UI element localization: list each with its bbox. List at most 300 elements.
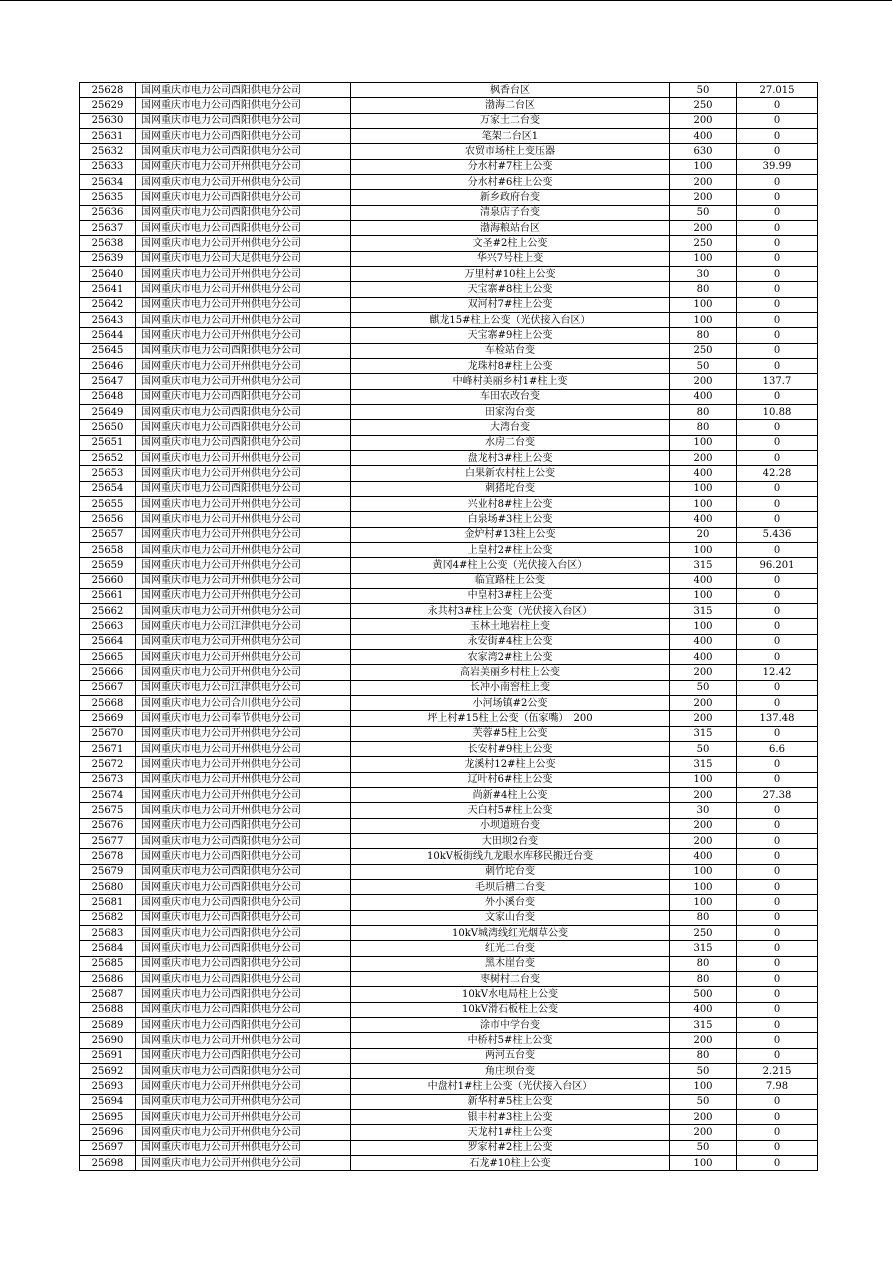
capacity-cell: 400 bbox=[670, 128, 737, 143]
capacity-cell: 200 bbox=[670, 374, 737, 389]
company-cell: 国网重庆市电力公司合川供电分公司 bbox=[136, 696, 351, 711]
table-row bbox=[80, 297, 818, 312]
row-id-cell: 25669 bbox=[80, 711, 136, 726]
company-cell: 国网重庆市电力公司开州供电分公司 bbox=[136, 1079, 351, 1094]
row-id-cell: 25680 bbox=[80, 880, 136, 895]
table-row bbox=[80, 558, 818, 573]
capacity-cell: 200 bbox=[670, 1109, 737, 1124]
company-cell: 国网重庆市电力公司酉阳供电分公司 bbox=[136, 910, 351, 925]
capacity-cell: 100 bbox=[670, 496, 737, 511]
row-id-cell: 25664 bbox=[80, 634, 136, 649]
table-row bbox=[80, 604, 818, 619]
station-cell: 两河五台变 bbox=[351, 1048, 670, 1063]
station-cell: 坪上村#15柱上公变（伍家嘴） 200 bbox=[351, 711, 670, 726]
company-cell: 国网重庆市电力公司酉阳供电分公司 bbox=[136, 818, 351, 833]
station-cell: 中盘村1#柱上公变（光伏接入台区） bbox=[351, 1079, 670, 1094]
table-row bbox=[80, 972, 818, 987]
station-cell: 笔架二台区1 bbox=[351, 128, 670, 143]
row-id-cell: 25678 bbox=[80, 849, 136, 864]
row-id-cell: 25640 bbox=[80, 266, 136, 281]
station-cell: 黑木崖台变 bbox=[351, 956, 670, 971]
row-id-cell: 25679 bbox=[80, 864, 136, 879]
company-cell: 国网重庆市电力公司开州供电分公司 bbox=[136, 803, 351, 818]
capacity-cell: 80 bbox=[670, 328, 737, 343]
value-cell: 0 bbox=[737, 496, 818, 511]
row-id-cell: 25698 bbox=[80, 1155, 136, 1170]
capacity-cell: 50 bbox=[670, 1140, 737, 1155]
value-cell: 0 bbox=[737, 266, 818, 281]
company-cell: 国网重庆市电力公司大足供电分公司 bbox=[136, 251, 351, 266]
capacity-cell: 315 bbox=[670, 757, 737, 772]
capacity-cell: 100 bbox=[670, 619, 737, 634]
row-id-cell: 25655 bbox=[80, 496, 136, 511]
table-row bbox=[80, 803, 818, 818]
station-cell: 水房二台变 bbox=[351, 435, 670, 450]
capacity-cell: 400 bbox=[670, 573, 737, 588]
capacity-cell: 80 bbox=[670, 910, 737, 925]
row-id-cell: 25645 bbox=[80, 343, 136, 358]
value-cell: 0 bbox=[737, 1002, 818, 1017]
station-cell: 大田坝2台变 bbox=[351, 834, 670, 849]
table-row bbox=[80, 1125, 818, 1140]
company-cell: 国网重庆市电力公司酉阳供电分公司 bbox=[136, 834, 351, 849]
company-cell: 国网重庆市电力公司开州供电分公司 bbox=[136, 573, 351, 588]
row-id-cell: 25652 bbox=[80, 450, 136, 465]
table-row bbox=[80, 895, 818, 910]
station-cell: 麒龙15#柱上公变（光伏接入台区） bbox=[351, 312, 670, 327]
company-cell: 国网重庆市电力公司开州供电分公司 bbox=[136, 174, 351, 189]
row-id-cell: 25665 bbox=[80, 650, 136, 665]
row-id-cell: 25695 bbox=[80, 1109, 136, 1124]
value-cell: 0 bbox=[737, 1018, 818, 1033]
row-id-cell: 25650 bbox=[80, 420, 136, 435]
company-cell: 国网重庆市电力公司开州供电分公司 bbox=[136, 374, 351, 389]
top-rule bbox=[0, 0, 892, 1]
company-cell: 国网重庆市电力公司开州供电分公司 bbox=[136, 236, 351, 251]
value-cell: 39.99 bbox=[737, 159, 818, 174]
value-cell: 0 bbox=[737, 512, 818, 527]
row-id-cell: 25656 bbox=[80, 512, 136, 527]
table-row bbox=[80, 435, 818, 450]
capacity-cell: 50 bbox=[670, 742, 737, 757]
company-cell: 国网重庆市电力公司酉阳供电分公司 bbox=[136, 205, 351, 220]
company-cell: 国网重庆市电力公司酉阳供电分公司 bbox=[136, 972, 351, 987]
table-row bbox=[80, 1002, 818, 1017]
capacity-cell: 250 bbox=[670, 926, 737, 941]
table-row bbox=[80, 159, 818, 174]
table-row bbox=[80, 1094, 818, 1109]
company-cell: 国网重庆市电力公司酉阳供电分公司 bbox=[136, 343, 351, 358]
station-cell: 车田农改台变 bbox=[351, 389, 670, 404]
station-cell: 刺竹坨台变 bbox=[351, 864, 670, 879]
company-cell: 国网重庆市电力公司酉阳供电分公司 bbox=[136, 389, 351, 404]
station-cell: 上皇村2#柱上公变 bbox=[351, 542, 670, 557]
capacity-cell: 315 bbox=[670, 558, 737, 573]
capacity-cell: 50 bbox=[670, 83, 737, 98]
station-cell: 角庄坝台变 bbox=[351, 1064, 670, 1079]
row-id-cell: 25673 bbox=[80, 772, 136, 787]
station-cell: 分水村#7柱上公变 bbox=[351, 159, 670, 174]
table-row bbox=[80, 696, 818, 711]
row-id-cell: 25675 bbox=[80, 803, 136, 818]
table-row bbox=[80, 1079, 818, 1094]
company-cell: 国网重庆市电力公司开州供电分公司 bbox=[136, 466, 351, 481]
table-row bbox=[80, 680, 818, 695]
value-cell: 27.015 bbox=[737, 83, 818, 98]
data-table bbox=[79, 82, 818, 1171]
table-row bbox=[80, 496, 818, 511]
capacity-cell: 50 bbox=[670, 680, 737, 695]
row-id-cell: 25671 bbox=[80, 742, 136, 757]
company-cell: 国网重庆市电力公司开州供电分公司 bbox=[136, 1033, 351, 1048]
table-row bbox=[80, 588, 818, 603]
value-cell: 0 bbox=[737, 650, 818, 665]
table-row bbox=[80, 190, 818, 205]
company-cell: 国网重庆市电力公司奉节供电分公司 bbox=[136, 711, 351, 726]
station-cell: 龙溪村12#柱上公变 bbox=[351, 757, 670, 772]
company-cell: 国网重庆市电力公司酉阳供电分公司 bbox=[136, 190, 351, 205]
table-row bbox=[80, 266, 818, 281]
table-row bbox=[80, 98, 818, 113]
station-cell: 银丰村#3柱上公变 bbox=[351, 1109, 670, 1124]
station-cell: 10kV水电局柱上公变 bbox=[351, 987, 670, 1002]
value-cell: 0 bbox=[737, 389, 818, 404]
row-id-cell: 25631 bbox=[80, 128, 136, 143]
capacity-cell: 500 bbox=[670, 987, 737, 1002]
capacity-cell: 100 bbox=[670, 1155, 737, 1170]
station-cell: 田家沟台变 bbox=[351, 404, 670, 419]
capacity-cell: 200 bbox=[670, 711, 737, 726]
capacity-cell: 100 bbox=[670, 481, 737, 496]
value-cell: 0 bbox=[737, 726, 818, 741]
value-cell: 0 bbox=[737, 1155, 818, 1170]
capacity-cell: 400 bbox=[670, 466, 737, 481]
company-cell: 国网重庆市电力公司开州供电分公司 bbox=[136, 358, 351, 373]
company-cell: 国网重庆市电力公司开州供电分公司 bbox=[136, 328, 351, 343]
capacity-cell: 100 bbox=[670, 1079, 737, 1094]
company-cell: 国网重庆市电力公司开州供电分公司 bbox=[136, 558, 351, 573]
capacity-cell: 100 bbox=[670, 542, 737, 557]
company-cell: 国网重庆市电力公司江津供电分公司 bbox=[136, 619, 351, 634]
value-cell: 0 bbox=[737, 619, 818, 634]
value-cell: 10.88 bbox=[737, 404, 818, 419]
capacity-cell: 50 bbox=[670, 205, 737, 220]
table-row bbox=[80, 220, 818, 235]
company-cell: 国网重庆市电力公司酉阳供电分公司 bbox=[136, 926, 351, 941]
table-row bbox=[80, 849, 818, 864]
value-cell: 0 bbox=[737, 190, 818, 205]
value-cell: 137.7 bbox=[737, 374, 818, 389]
table-row bbox=[80, 389, 818, 404]
station-cell: 华兴7号柱上变 bbox=[351, 251, 670, 266]
company-cell: 国网重庆市电力公司开州供电分公司 bbox=[136, 297, 351, 312]
row-id-cell: 25642 bbox=[80, 297, 136, 312]
table-row bbox=[80, 527, 818, 542]
station-cell: 毛坝后槽二台变 bbox=[351, 880, 670, 895]
station-cell: 兴业村8#柱上公变 bbox=[351, 496, 670, 511]
company-cell: 国网重庆市电力公司酉阳供电分公司 bbox=[136, 481, 351, 496]
row-id-cell: 25649 bbox=[80, 404, 136, 419]
station-cell: 10kV城湾线红光烟草公变 bbox=[351, 926, 670, 941]
row-id-cell: 25637 bbox=[80, 220, 136, 235]
company-cell: 国网重庆市电力公司酉阳供电分公司 bbox=[136, 1048, 351, 1063]
capacity-cell: 400 bbox=[670, 634, 737, 649]
capacity-cell: 100 bbox=[670, 864, 737, 879]
row-id-cell: 25689 bbox=[80, 1018, 136, 1033]
row-id-cell: 25635 bbox=[80, 190, 136, 205]
row-id-cell: 25646 bbox=[80, 358, 136, 373]
company-cell: 国网重庆市电力公司开州供电分公司 bbox=[136, 282, 351, 297]
table-row bbox=[80, 251, 818, 266]
capacity-cell: 30 bbox=[670, 266, 737, 281]
table-row bbox=[80, 1109, 818, 1124]
value-cell: 0 bbox=[737, 297, 818, 312]
value-cell: 5.436 bbox=[737, 527, 818, 542]
company-cell: 国网重庆市电力公司酉阳供电分公司 bbox=[136, 220, 351, 235]
table-row bbox=[80, 450, 818, 465]
station-cell: 小坝道班台变 bbox=[351, 818, 670, 833]
table-row bbox=[80, 619, 818, 634]
value-cell: 0 bbox=[737, 282, 818, 297]
table-row bbox=[80, 1018, 818, 1033]
row-id-cell: 25644 bbox=[80, 328, 136, 343]
table-row bbox=[80, 128, 818, 143]
table-row bbox=[80, 282, 818, 297]
capacity-cell: 315 bbox=[670, 726, 737, 741]
row-id-cell: 25630 bbox=[80, 113, 136, 128]
table-row bbox=[80, 941, 818, 956]
row-id-cell: 25681 bbox=[80, 895, 136, 910]
value-cell: 0 bbox=[737, 312, 818, 327]
value-cell: 0 bbox=[737, 542, 818, 557]
company-cell: 国网重庆市电力公司酉阳供电分公司 bbox=[136, 128, 351, 143]
station-cell: 白泉场#3柱上公变 bbox=[351, 512, 670, 527]
station-cell: 金炉村#13柱上公变 bbox=[351, 527, 670, 542]
value-cell: 0 bbox=[737, 1140, 818, 1155]
company-cell: 国网重庆市电力公司江津供电分公司 bbox=[136, 680, 351, 695]
station-cell: 芙蓉#5柱上公变 bbox=[351, 726, 670, 741]
station-cell: 文圣#2柱上公变 bbox=[351, 236, 670, 251]
station-cell: 黄冈4#柱上公变（光伏接入台区） bbox=[351, 558, 670, 573]
row-id-cell: 25632 bbox=[80, 144, 136, 159]
value-cell: 0 bbox=[737, 435, 818, 450]
capacity-cell: 200 bbox=[670, 788, 737, 803]
station-cell: 刺猪坨台变 bbox=[351, 481, 670, 496]
value-cell: 0 bbox=[737, 128, 818, 143]
table-row bbox=[80, 834, 818, 849]
row-id-cell: 25636 bbox=[80, 205, 136, 220]
value-cell: 0 bbox=[737, 205, 818, 220]
station-cell: 涂市中学台变 bbox=[351, 1018, 670, 1033]
company-cell: 国网重庆市电力公司开州供电分公司 bbox=[136, 450, 351, 465]
capacity-cell: 200 bbox=[670, 1033, 737, 1048]
table-row bbox=[80, 174, 818, 189]
station-cell: 外小溪台变 bbox=[351, 895, 670, 910]
row-id-cell: 25670 bbox=[80, 726, 136, 741]
company-cell: 国网重庆市电力公司酉阳供电分公司 bbox=[136, 941, 351, 956]
company-cell: 国网重庆市电力公司酉阳供电分公司 bbox=[136, 864, 351, 879]
value-cell: 0 bbox=[737, 420, 818, 435]
company-cell: 国网重庆市电力公司开州供电分公司 bbox=[136, 588, 351, 603]
row-id-cell: 25657 bbox=[80, 527, 136, 542]
station-cell: 盘龙村3#柱上公变 bbox=[351, 450, 670, 465]
row-id-cell: 25696 bbox=[80, 1125, 136, 1140]
row-id-cell: 25666 bbox=[80, 665, 136, 680]
company-cell: 国网重庆市电力公司酉阳供电分公司 bbox=[136, 895, 351, 910]
station-cell: 永共村3#柱上公变（光伏接入台区） bbox=[351, 604, 670, 619]
station-cell: 天宝寨#8柱上公变 bbox=[351, 282, 670, 297]
value-cell: 0 bbox=[737, 1109, 818, 1124]
value-cell: 0 bbox=[737, 956, 818, 971]
value-cell: 0 bbox=[737, 251, 818, 266]
company-cell: 国网重庆市电力公司开州供电分公司 bbox=[136, 1094, 351, 1109]
capacity-cell: 400 bbox=[670, 650, 737, 665]
capacity-cell: 200 bbox=[670, 1125, 737, 1140]
company-cell: 国网重庆市电力公司酉阳供电分公司 bbox=[136, 435, 351, 450]
row-id-cell: 25660 bbox=[80, 573, 136, 588]
capacity-cell: 200 bbox=[670, 818, 737, 833]
value-cell: 0 bbox=[737, 803, 818, 818]
table-row bbox=[80, 374, 818, 389]
capacity-cell: 100 bbox=[670, 588, 737, 603]
table-row bbox=[80, 328, 818, 343]
station-cell: 高岩美丽乡村柱上公变 bbox=[351, 665, 670, 680]
row-id-cell: 25690 bbox=[80, 1033, 136, 1048]
table-row bbox=[80, 788, 818, 803]
value-cell: 0 bbox=[737, 987, 818, 1002]
table-row bbox=[80, 481, 818, 496]
row-id-cell: 25672 bbox=[80, 757, 136, 772]
table-row bbox=[80, 665, 818, 680]
capacity-cell: 80 bbox=[670, 956, 737, 971]
value-cell: 0 bbox=[737, 1033, 818, 1048]
value-cell: 96.201 bbox=[737, 558, 818, 573]
row-id-cell: 25643 bbox=[80, 312, 136, 327]
row-id-cell: 25677 bbox=[80, 834, 136, 849]
value-cell: 0 bbox=[737, 864, 818, 879]
table-row bbox=[80, 926, 818, 941]
company-cell: 国网重庆市电力公司开州供电分公司 bbox=[136, 1125, 351, 1140]
value-cell: 7.98 bbox=[737, 1079, 818, 1094]
station-cell: 石龙#10柱上公变 bbox=[351, 1155, 670, 1170]
capacity-cell: 200 bbox=[670, 834, 737, 849]
table-row bbox=[80, 987, 818, 1002]
value-cell: 0 bbox=[737, 1048, 818, 1063]
station-cell: 新华村#5柱上公变 bbox=[351, 1094, 670, 1109]
table-row bbox=[80, 864, 818, 879]
station-cell: 中桥村5#柱上公变 bbox=[351, 1033, 670, 1048]
company-cell: 国网重庆市电力公司开州供电分公司 bbox=[136, 757, 351, 772]
row-id-cell: 25658 bbox=[80, 542, 136, 557]
company-cell: 国网重庆市电力公司酉阳供电分公司 bbox=[136, 144, 351, 159]
capacity-cell: 315 bbox=[670, 604, 737, 619]
station-cell: 大湾台变 bbox=[351, 420, 670, 435]
table-row bbox=[80, 1155, 818, 1170]
table-row bbox=[80, 818, 818, 833]
row-id-cell: 25694 bbox=[80, 1094, 136, 1109]
station-cell: 文家山台变 bbox=[351, 910, 670, 925]
capacity-cell: 315 bbox=[670, 1018, 737, 1033]
row-id-cell: 25648 bbox=[80, 389, 136, 404]
company-cell: 国网重庆市电力公司酉阳供电分公司 bbox=[136, 420, 351, 435]
value-cell: 0 bbox=[737, 98, 818, 113]
capacity-cell: 250 bbox=[670, 343, 737, 358]
table-row bbox=[80, 711, 818, 726]
company-cell: 国网重庆市电力公司开州供电分公司 bbox=[136, 604, 351, 619]
row-id-cell: 25676 bbox=[80, 818, 136, 833]
row-id-cell: 25674 bbox=[80, 788, 136, 803]
capacity-cell: 80 bbox=[670, 282, 737, 297]
company-cell: 国网重庆市电力公司开州供电分公司 bbox=[136, 788, 351, 803]
value-cell: 0 bbox=[737, 220, 818, 235]
value-cell: 0 bbox=[737, 174, 818, 189]
row-id-cell: 25687 bbox=[80, 987, 136, 1002]
capacity-cell: 80 bbox=[670, 1048, 737, 1063]
value-cell: 0 bbox=[737, 696, 818, 711]
company-cell: 国网重庆市电力公司开州供电分公司 bbox=[136, 742, 351, 757]
capacity-cell: 100 bbox=[670, 159, 737, 174]
company-cell: 国网重庆市电力公司酉阳供电分公司 bbox=[136, 1018, 351, 1033]
table-row bbox=[80, 1048, 818, 1063]
table-row bbox=[80, 742, 818, 757]
value-cell: 0 bbox=[737, 941, 818, 956]
capacity-cell: 100 bbox=[670, 435, 737, 450]
capacity-cell: 100 bbox=[670, 312, 737, 327]
row-id-cell: 25654 bbox=[80, 481, 136, 496]
value-cell: 2.215 bbox=[737, 1064, 818, 1079]
company-cell: 国网重庆市电力公司开州供电分公司 bbox=[136, 527, 351, 542]
company-cell: 国网重庆市电力公司开州供电分公司 bbox=[136, 650, 351, 665]
value-cell: 0 bbox=[737, 328, 818, 343]
row-id-cell: 25629 bbox=[80, 98, 136, 113]
station-cell: 天白村5#柱上公变 bbox=[351, 803, 670, 818]
station-cell: 车检站台变 bbox=[351, 343, 670, 358]
station-cell: 红光二台变 bbox=[351, 941, 670, 956]
row-id-cell: 25633 bbox=[80, 159, 136, 174]
value-cell: 0 bbox=[737, 450, 818, 465]
row-id-cell: 25628 bbox=[80, 83, 136, 98]
company-cell: 国网重庆市电力公司酉阳供电分公司 bbox=[136, 987, 351, 1002]
capacity-cell: 200 bbox=[670, 450, 737, 465]
company-cell: 国网重庆市电力公司开州供电分公司 bbox=[136, 726, 351, 741]
capacity-cell: 400 bbox=[670, 512, 737, 527]
table-row bbox=[80, 1064, 818, 1079]
row-id-cell: 25692 bbox=[80, 1064, 136, 1079]
station-cell: 天龙村1#柱上公变 bbox=[351, 1125, 670, 1140]
company-cell: 国网重庆市电力公司开州供电分公司 bbox=[136, 159, 351, 174]
station-cell: 枫香台区 bbox=[351, 83, 670, 98]
value-cell: 0 bbox=[737, 573, 818, 588]
table-row bbox=[80, 404, 818, 419]
station-cell: 万家土二台变 bbox=[351, 113, 670, 128]
capacity-cell: 315 bbox=[670, 941, 737, 956]
value-cell: 0 bbox=[737, 772, 818, 787]
station-cell: 临宜路柱上公变 bbox=[351, 573, 670, 588]
station-cell: 渤海二台区 bbox=[351, 98, 670, 113]
value-cell: 0 bbox=[737, 849, 818, 864]
station-cell: 农家湾2#柱上公变 bbox=[351, 650, 670, 665]
station-cell: 长冲小南窖柱上变 bbox=[351, 680, 670, 695]
row-id-cell: 25659 bbox=[80, 558, 136, 573]
capacity-cell: 400 bbox=[670, 389, 737, 404]
capacity-cell: 20 bbox=[670, 527, 737, 542]
table-row bbox=[80, 573, 818, 588]
row-id-cell: 25691 bbox=[80, 1048, 136, 1063]
company-cell: 国网重庆市电力公司酉阳供电分公司 bbox=[136, 1002, 351, 1017]
capacity-cell: 400 bbox=[670, 1002, 737, 1017]
table-row bbox=[80, 542, 818, 557]
table-row bbox=[80, 1033, 818, 1048]
